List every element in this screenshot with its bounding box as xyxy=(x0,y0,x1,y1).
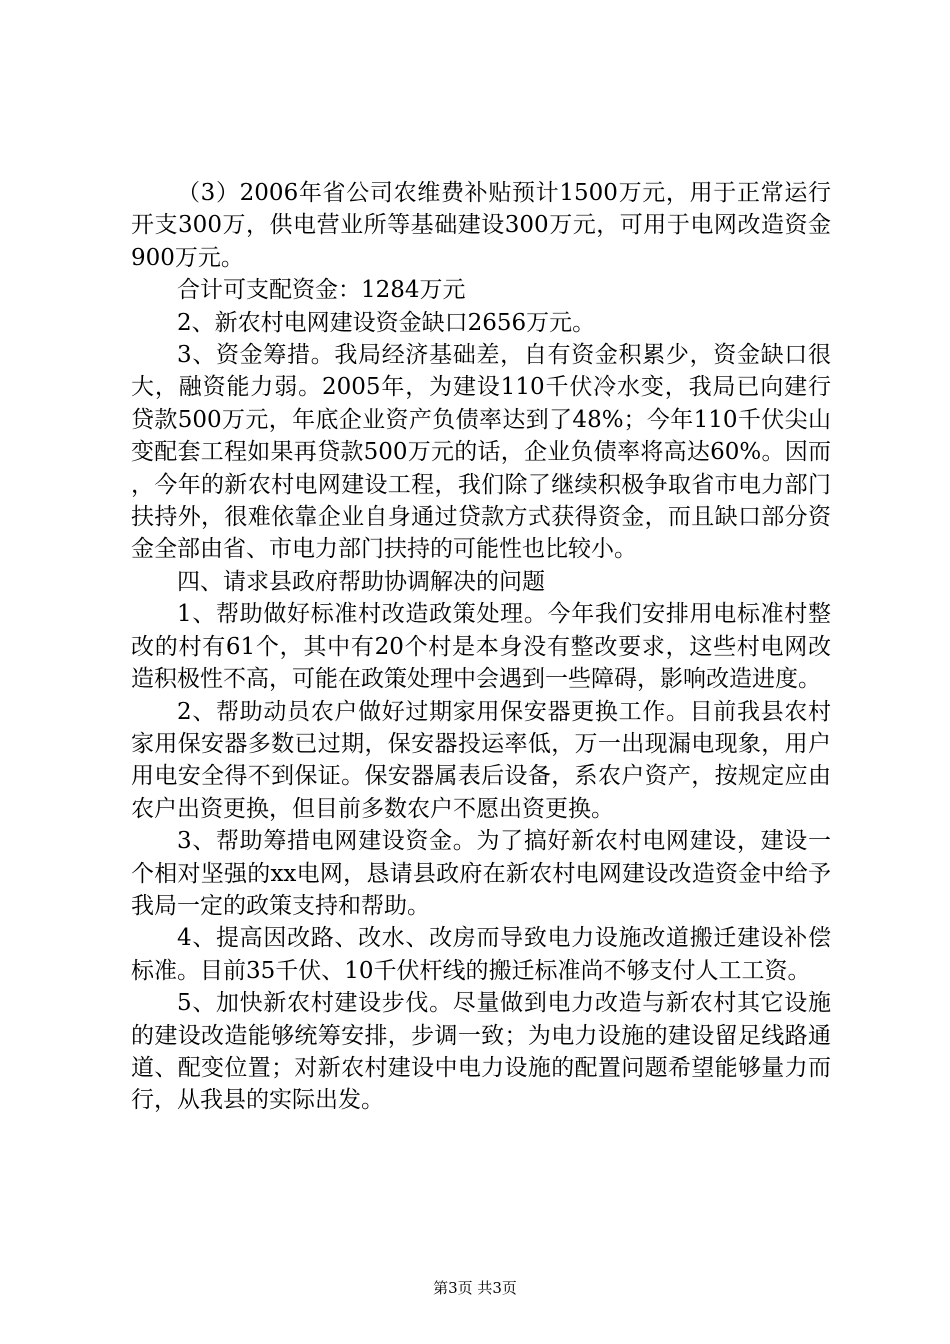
page-number-footer: 第3页 共3页 xyxy=(433,1279,517,1297)
paragraph-request-4: 4、提高因改路、改水、改房而导致电力设施改道搬迁建设补偿标准。目前35千伏、10千伏杆线的搬迁标准尚不够支付人工工资。 xyxy=(131,925,831,984)
paragraph-funding-gap: 2、新农村电网建设资金缺口2656万元。 xyxy=(177,309,596,336)
paragraph-fund-raising: 3、资金筹措。我局经济基础差，自有资金积累少，资金缺口很大，融资能力弱。2005年，为建设110千伏冷水变，我局已向建行贷款500万元，年底企业资产负债率达到了48%；今年110千伏尖山变配套工程如果再贷款500万元的话，企业负债率将高达60%。因而，今年的新农村电网建设工程，我们除了继续积极争取省市电力部门扶持外，很难依靠企业自身通过贷款方式获得资金，而且缺口部分资金全部由省、市电力部门扶持的可能性也比较小。 xyxy=(131,342,831,563)
paragraph-request-5: 5、加快新农村建设步伐。尽量做到电力改造与新农村其它设施的建设改造能够统筹安排，步调一致；为电力设施的建设留足线路通道、配变位置；对新农村建设中电力设施的配置问题希望能够量力而行，从我县的实际出发。 xyxy=(131,990,831,1114)
section-heading-requests: 四、请求县政府帮助协调解决的问题 xyxy=(177,568,545,595)
paragraph-request-2: 2、帮助动员农户做好过期家用保安器更换工作。目前我县农村家用保安器多数已过期，保安器投运率低，万一出现漏电现象，用户用电安全得不到保证。保安器属表后设备，系农户资产，按规定应由农户出资更换，但目前多数农户不愿出资更换。 xyxy=(131,698,831,822)
paragraph-request-1: 1、帮助做好标准村改造政策处理。今年我们安排用电标准村整改的村有61个，其中有20个村是本身没有整改要求，这些村电网改造积极性不高，可能在政策处理中会遇到一些障碍，影响改造进度。 xyxy=(131,601,831,693)
paragraph-total-funds: 合计可支配资金：1284万元 xyxy=(177,277,466,304)
paragraph-request-3: 3、帮助筹措电网建设资金。为了搞好新农村电网建设，建设一个相对坚强的xx电网，恳请县政府在新农村电网建设改造资金中给予我局一定的政策支持和帮助。 xyxy=(131,828,831,919)
paragraph-subsidy: （3）2006年省公司农维费补贴预计1500万元，用于正常运行开支300万，供电营业所等基础建设300万元，可用于电网改造资金900万元。 xyxy=(131,180,831,271)
document-body xyxy=(131,177,831,1117)
